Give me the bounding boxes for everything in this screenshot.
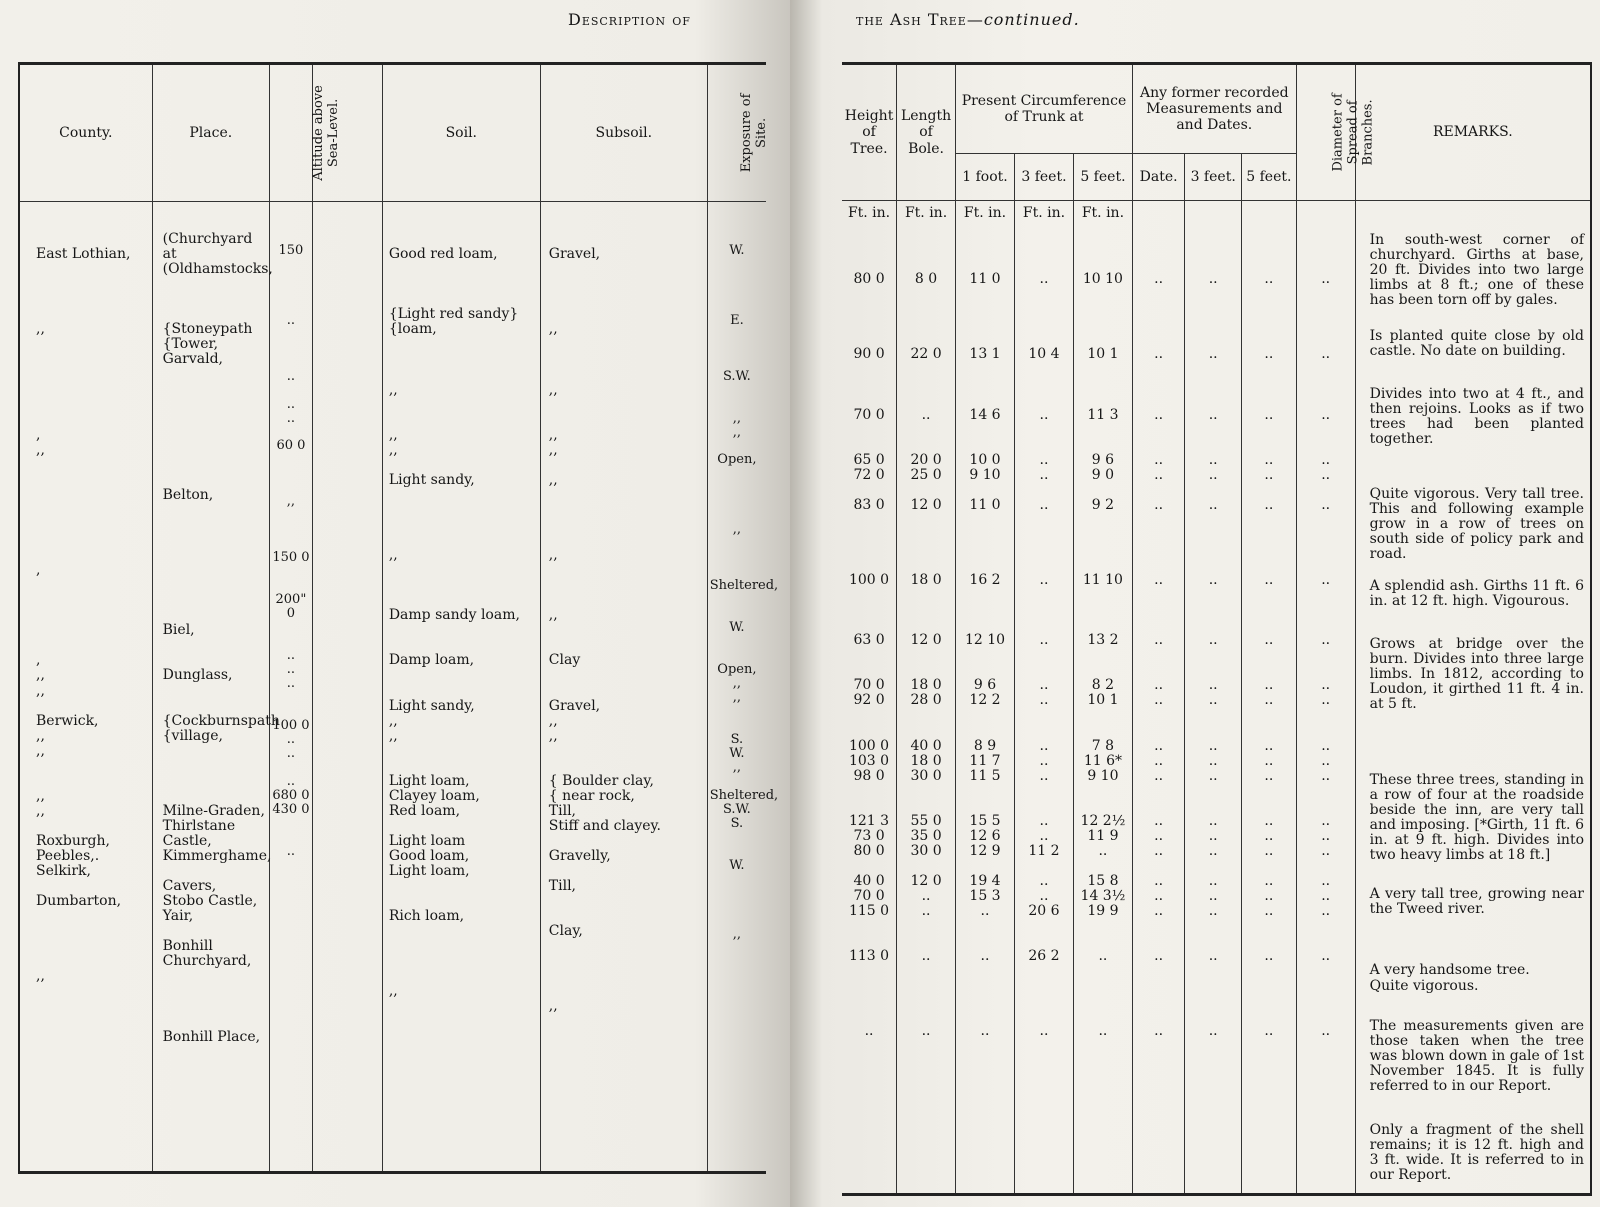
right-table	[842, 62, 1592, 1196]
header-former-five: 5 feet.	[1242, 154, 1297, 201]
date-column: .. .. .. .. .. .. .. .. .. .. .. .. .. .. .. .. .. .. .. .. ..	[1132, 227, 1184, 1195]
one-foot-column: 11 0 13 1 14 6 10 0 9 10 11 0 16 2 12 10 9 6 12 2 8 9 11 7 11 5 15 5 12 6 12 9 19 4 15 3 .. .. ..	[956, 227, 1015, 1195]
unit-f3-blank	[1185, 201, 1242, 228]
height-column: 80 0 90 0 70 0 65 0 72 0 83 0 100 0 63 0 70 0 92 0 100 0 103 0 98 0 121 3 73 0 80 0 40 0 70 0 115 0 113 0 ..	[848, 271, 890, 1040]
remark-10: Quite vigorous.	[1369, 978, 1479, 994]
left-page	[0, 0, 790, 1207]
header-one-foot: 1 foot.	[956, 154, 1015, 201]
running-title-right-text: the Ash Tree	[856, 10, 967, 29]
header-exposure	[707, 64, 769, 202]
remark-11: The measurements given are those taken when the tree was blown down in gale of 1st November 1845. It is fully referred to in our Report.	[1369, 1018, 1584, 1095]
former-five-column: .. .. .. .. .. .. .. .. .. .. .. .. .. .. .. .. .. .. .. .. ..	[1242, 227, 1297, 1195]
running-title-continued: continued.	[983, 10, 1080, 29]
unit-height: Ft. in.	[842, 201, 897, 228]
unit-remarks-blank	[1355, 201, 1591, 228]
remarks-column	[1355, 227, 1591, 1195]
exposure-column: W. E. S.W. ,, ,, Open, ,, Sheltered, W. Open, ,, ,, S. W. ,, Sheltered, S.W. S. W. ,,	[707, 202, 766, 1173]
unit-one: Ft. in.	[956, 201, 1015, 228]
header-former: Any former recorded Measurements and and Dates.	[1132, 64, 1296, 154]
header-subsoil: Subsoil.	[540, 64, 707, 202]
five-feet-column: 10 10 10 1 11 3 9 6 9 0 9 2 11 10 13 2 8 2 10 1 7 8 11 6* 9 10 12 2½ 11 9 .. 15 8 14 3½ 19 9 .. ..	[1073, 227, 1132, 1195]
header-date: Date.	[1132, 154, 1184, 201]
header-former-three: 3 feet.	[1185, 154, 1242, 201]
altitude-column: 150 .. .. .. .. 60 0 ,, 150 0 200" 0 .. .. .. 100 0 .. .. .. 680 0 430 0 ..	[269, 202, 312, 1173]
remark-7: These three trees, standing in a row of four at the roadside beside the inn, are very tall and imposing. [*Girth, 11 ft. 6 in. at 9 ft. high. Divides into two heavy limbs at 18 ft.]	[1369, 772, 1584, 864]
remark-9: A very handsome tree.	[1369, 962, 1530, 978]
unit-five: Ft. in.	[1073, 201, 1132, 228]
header-circumference: Present Circumference of Trunk at	[956, 64, 1133, 154]
unit-spread-blank	[1296, 201, 1355, 228]
remark-6: Grows at bridge over the burn. Divides into three large limbs. In 1812, according to Loudon, it girthed 11 ft. 4 in. at 5 ft.	[1369, 636, 1584, 713]
header-height: Height of Tree.	[844, 108, 894, 157]
three-feet-column: .. 10 4 .. .. .. .. .. .. .. .. .. .. .. .. .. 11 2 .. .. 20 6 26 2 ..	[1014, 227, 1073, 1195]
right-page	[790, 0, 1600, 1207]
header-bole: Length of Bole.	[897, 64, 956, 201]
header-five-feet: 5 feet.	[1073, 154, 1132, 201]
remark-12: Only a fragment of the shell remains; it is 12 ft. high and 3 ft. wide. It is referred to in our Report.	[1369, 1122, 1584, 1184]
unit-bole: Ft. in.	[897, 201, 956, 228]
header-spread-text: Diameter of Spread of Branches.	[1330, 93, 1376, 172]
header-county: County.	[19, 64, 152, 202]
header-altitude-text: Altitude above Sea-Level.	[311, 85, 341, 181]
left-table	[18, 62, 779, 1174]
subsoil-column: Gravel, ,, ,, ,, ,, ,, ,, ,, Clay Gravel, ,, ,, { Boulder clay, { near rock, Till, Stiff and clayey. Gravelly, Till, Clay, ,,	[540, 202, 707, 1173]
unit-f5-blank	[1242, 201, 1297, 228]
spread-column: .. .. .. .. .. .. .. .. .. .. .. .. .. .. .. .. .. .. .. .. ..	[1296, 227, 1355, 1195]
running-title-right: the Ash Tree—continued.	[856, 10, 1080, 29]
header-spread	[1296, 64, 1376, 201]
remark-1: In south-west corner of churchyard. Girths at base, 20 ft. Divides into two large limbs at 8 ft.; one of these has been torn off by gales.	[1369, 232, 1584, 309]
remark-8: A very tall tree, growing near the Tweed river.	[1369, 886, 1584, 918]
running-title-left: Description of	[568, 10, 691, 29]
spacer-column	[312, 202, 382, 1173]
remark-3: Divides into two at 4 ft., and then rejoins. Looks as if two trees had been planted together.	[1369, 386, 1584, 448]
header-altitude	[269, 64, 341, 202]
soil-column: Good red loam, {Light red sandy} {loam, ,, ,, ,, Light sandy, ,, Damp sandy loam, Damp loam, Light sandy, ,, ,, Light loam, Clayey loam, Red loam, Light loam Good loam, Light loam, Rich loam, ,,	[382, 202, 540, 1173]
header-three-feet: 3 feet.	[1014, 154, 1073, 201]
header-soil: Soil.	[382, 64, 540, 202]
unit-date-blank	[1132, 201, 1184, 228]
place-column: (Churchyard at (Oldhamstocks, {Stoneypath {Tower, Garvald, Belton, Biel, Dunglass, {Cockburnspath {village, Milne-Graden, Thirlstane Castle, Kimmerghame, Cavers, Stobo Castle, Yair, Bonhill Churchyard, Bonhill Place,	[152, 202, 269, 1173]
remark-5: A splendid ash. Girths 11 ft. 6 in. at 12 ft. high. Vigourous.	[1369, 578, 1584, 610]
bole-column: 8 0 22 0 .. 20 0 25 0 12 0 18 0 12 0 18 0 28 0 40 0 18 0 30 0 55 0 35 0 30 0 12 0 .. .. .. ..	[897, 227, 956, 1195]
unit-three: Ft. in.	[1014, 201, 1073, 228]
county-column: East Lothian, ,, , ,, , , ,, ,, Berwick, ,, ,, ,, ,, Roxburgh, Peebles,. Selkirk, Dumbarton, ,,	[36, 246, 131, 985]
header-remarks: REMARKS.	[1355, 64, 1591, 201]
header-place: Place.	[152, 64, 269, 202]
header-exposure-text: Exposure of Site.	[738, 93, 769, 173]
remark-4: Quite vigorous. Very tall tree. This and following example grow in a row of trees on south side of policy park and road.	[1369, 486, 1584, 563]
former-three-column: .. .. .. .. .. .. .. .. .. .. .. .. .. .. .. .. .. .. .. .. ..	[1185, 227, 1242, 1195]
remark-2: Is planted quite close by old castle. No date on building.	[1369, 328, 1584, 360]
